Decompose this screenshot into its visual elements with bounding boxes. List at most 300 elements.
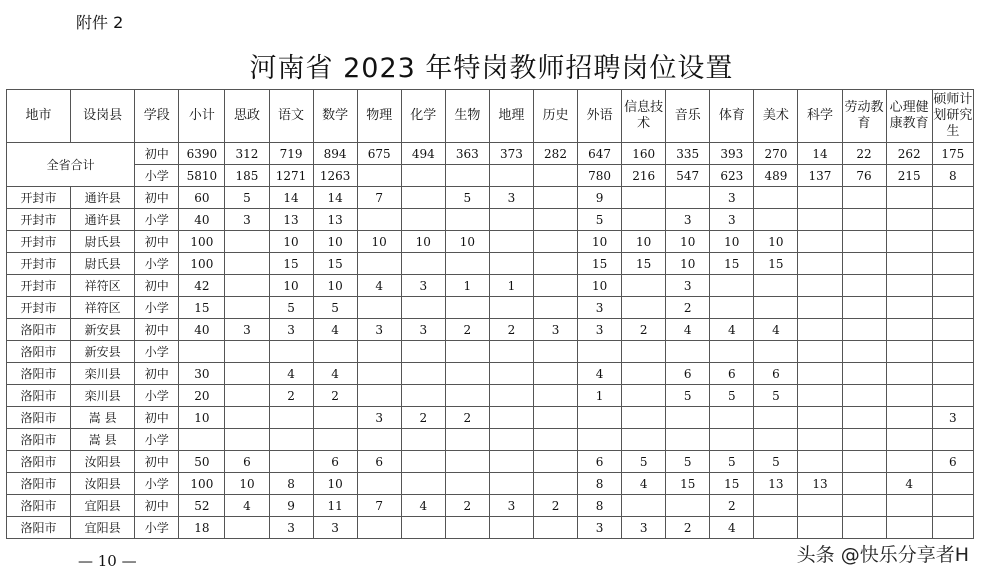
table-cell: 小学 <box>135 209 179 231</box>
table-cell: 小学 <box>135 297 179 319</box>
table-cell: 13 <box>313 209 357 231</box>
table-cell: 4 <box>225 495 269 517</box>
table-cell: 11 <box>313 495 357 517</box>
table-cell: 675 <box>357 143 401 165</box>
table-cell: 185 <box>225 165 269 187</box>
table-cell <box>445 165 489 187</box>
table-cell: 13 <box>798 473 842 495</box>
table-cell: 6 <box>754 363 798 385</box>
table-cell: 5 <box>754 385 798 407</box>
table-cell: 15 <box>710 473 754 495</box>
table-cell <box>357 429 401 451</box>
table-cell: 6 <box>666 363 710 385</box>
table-cell <box>710 275 754 297</box>
column-header: 美术 <box>754 90 798 143</box>
table-cell <box>533 187 577 209</box>
table-cell <box>932 231 973 253</box>
table-cell <box>798 297 842 319</box>
table-cell: 初中 <box>135 275 179 297</box>
table-cell <box>932 385 973 407</box>
table-cell <box>886 451 932 473</box>
table-cell <box>622 407 666 429</box>
table-cell: 13 <box>754 473 798 495</box>
column-header: 信息技术 <box>622 90 666 143</box>
table-cell <box>578 341 622 363</box>
column-header: 地市 <box>7 90 71 143</box>
table-cell: 2 <box>710 495 754 517</box>
table-cell <box>622 385 666 407</box>
table-cell: 宜阳县 <box>71 517 135 539</box>
table-cell <box>489 363 533 385</box>
table-cell: 汝阳县 <box>71 473 135 495</box>
table-cell: 开封市 <box>7 297 71 319</box>
table-cell: 894 <box>313 143 357 165</box>
table-cell: 10 <box>357 231 401 253</box>
table-cell <box>622 187 666 209</box>
table-cell <box>578 429 622 451</box>
column-header: 化学 <box>401 90 445 143</box>
table-cell <box>225 385 269 407</box>
table-cell: 270 <box>754 143 798 165</box>
table-row <box>7 275 974 297</box>
column-header: 地理 <box>489 90 533 143</box>
table-cell: 5 <box>754 451 798 473</box>
table-cell: 开封市 <box>7 187 71 209</box>
table-cell <box>489 473 533 495</box>
table-cell <box>445 297 489 319</box>
table-cell <box>622 209 666 231</box>
table-cell: 3 <box>666 209 710 231</box>
table-cell: 489 <box>754 165 798 187</box>
table-cell <box>269 451 313 473</box>
table-cell <box>932 473 973 495</box>
table-cell: 3 <box>357 319 401 341</box>
table-cell <box>357 297 401 319</box>
table-cell: 42 <box>179 275 225 297</box>
table-cell <box>445 341 489 363</box>
table-cell: 洛阳市 <box>7 473 71 495</box>
table-cell: 3 <box>932 407 973 429</box>
table-cell: 719 <box>269 143 313 165</box>
table-cell <box>798 253 842 275</box>
table-cell: 宜阳县 <box>71 495 135 517</box>
table-cell <box>798 209 842 231</box>
table-cell: 4 <box>401 495 445 517</box>
table-cell <box>533 429 577 451</box>
table-cell <box>886 253 932 275</box>
table-cell <box>445 429 489 451</box>
table-cell <box>798 275 842 297</box>
table-cell: 1 <box>578 385 622 407</box>
table-cell: 6 <box>578 451 622 473</box>
table-cell: 8 <box>578 495 622 517</box>
table-cell: 494 <box>401 143 445 165</box>
table-cell: 小学 <box>135 165 179 187</box>
table-cell: 初中 <box>135 451 179 473</box>
page-title: 河南省 2023 年特岗教师招聘岗位设置 <box>249 53 734 84</box>
table-cell: 216 <box>622 165 666 187</box>
table-cell: 100 <box>179 473 225 495</box>
table-cell <box>445 517 489 539</box>
table-cell <box>269 429 313 451</box>
table-cell <box>622 429 666 451</box>
table-cell: 汝阳县 <box>71 451 135 473</box>
table-cell <box>313 429 357 451</box>
table-cell <box>932 253 973 275</box>
table-cell: 7 <box>357 495 401 517</box>
table-cell <box>225 341 269 363</box>
table-cell: 3 <box>269 517 313 539</box>
table-cell: 3 <box>710 209 754 231</box>
table-cell <box>489 451 533 473</box>
table-cell: 8 <box>932 165 973 187</box>
table-cell: 3 <box>666 275 710 297</box>
table-cell: 5 <box>622 451 666 473</box>
table-cell <box>313 341 357 363</box>
table-cell <box>622 297 666 319</box>
table-cell: 9 <box>269 495 313 517</box>
table-cell: 175 <box>932 143 973 165</box>
table-cell: 3 <box>401 319 445 341</box>
table-cell: 4 <box>754 319 798 341</box>
table-cell: 10 <box>622 231 666 253</box>
table-cell <box>666 407 710 429</box>
table-cell: 10 <box>445 231 489 253</box>
table-cell <box>533 363 577 385</box>
table-cell: 3 <box>225 209 269 231</box>
table-cell: 10 <box>666 253 710 275</box>
table-cell: 洛阳市 <box>7 451 71 473</box>
table-cell <box>886 231 932 253</box>
column-header: 硕师计划研究生 <box>932 90 973 143</box>
table-cell: 10 <box>179 407 225 429</box>
table-cell: 3 <box>357 407 401 429</box>
table-cell <box>932 319 973 341</box>
table-cell: 160 <box>622 143 666 165</box>
table-cell: 3 <box>225 319 269 341</box>
table-cell <box>489 231 533 253</box>
table-cell: 5 <box>710 451 754 473</box>
table-cell: 363 <box>445 143 489 165</box>
table-cell <box>886 385 932 407</box>
table-cell: 623 <box>710 165 754 187</box>
table-cell: 7 <box>357 187 401 209</box>
table-cell: 3 <box>578 319 622 341</box>
table-cell <box>710 429 754 451</box>
table-cell: 10 <box>666 231 710 253</box>
table-row <box>7 187 974 209</box>
table-cell: 312 <box>225 143 269 165</box>
table-cell: 10 <box>401 231 445 253</box>
table-cell: 780 <box>578 165 622 187</box>
table-cell <box>842 385 886 407</box>
table-cell <box>842 363 886 385</box>
table-cell <box>622 275 666 297</box>
table-cell: 15 <box>313 253 357 275</box>
table-cell: 52 <box>179 495 225 517</box>
table-cell: 6 <box>357 451 401 473</box>
table-cell <box>666 429 710 451</box>
table-cell: 栾川县 <box>71 363 135 385</box>
table-cell: 5 <box>578 209 622 231</box>
column-header: 历史 <box>533 90 577 143</box>
table-cell: 6 <box>225 451 269 473</box>
table-cell <box>886 517 932 539</box>
table-cell <box>357 517 401 539</box>
table-cell <box>798 451 842 473</box>
table-cell: 2 <box>666 517 710 539</box>
table-cell: 20 <box>179 385 225 407</box>
table-cell: 6390 <box>179 143 225 165</box>
table-cell <box>754 429 798 451</box>
table-cell <box>666 495 710 517</box>
table-cell <box>842 429 886 451</box>
table-cell: 262 <box>886 143 932 165</box>
table-cell: 4 <box>886 473 932 495</box>
table-cell: 373 <box>489 143 533 165</box>
table-cell <box>489 429 533 451</box>
table-cell: 10 <box>578 275 622 297</box>
table-cell: 4 <box>357 275 401 297</box>
table-cell <box>842 473 886 495</box>
table-cell: 初中 <box>135 231 179 253</box>
table-cell: 3 <box>533 319 577 341</box>
table-cell <box>445 473 489 495</box>
table-cell: 10 <box>754 231 798 253</box>
table-cell: 3 <box>578 297 622 319</box>
table-cell: 小学 <box>135 473 179 495</box>
table-cell <box>798 341 842 363</box>
table-cell: 10 <box>710 231 754 253</box>
table-cell <box>932 187 973 209</box>
table-cell <box>225 297 269 319</box>
table-cell <box>269 341 313 363</box>
table-cell: 10 <box>225 473 269 495</box>
table-cell <box>533 275 577 297</box>
table-cell: 13 <box>269 209 313 231</box>
table-cell: 洛阳市 <box>7 341 71 363</box>
table-row <box>7 451 974 473</box>
table-cell <box>886 209 932 231</box>
table-cell: 新安县 <box>71 319 135 341</box>
table-cell: 100 <box>179 231 225 253</box>
table-cell: 8 <box>578 473 622 495</box>
table-cell: 547 <box>666 165 710 187</box>
table-row <box>7 209 974 231</box>
table-cell: 15 <box>578 253 622 275</box>
table-cell: 2 <box>269 385 313 407</box>
column-header: 思政 <box>225 90 269 143</box>
table-cell <box>932 341 973 363</box>
table-cell: 3 <box>710 187 754 209</box>
table-cell <box>798 319 842 341</box>
table-cell: 15 <box>179 297 225 319</box>
table-cell <box>225 363 269 385</box>
table-cell: 3 <box>489 187 533 209</box>
table-cell <box>401 385 445 407</box>
table-cell <box>533 517 577 539</box>
table-cell: 洛阳市 <box>7 429 71 451</box>
table-cell <box>798 407 842 429</box>
table-cell: 小学 <box>135 341 179 363</box>
table-cell <box>489 297 533 319</box>
table-cell: 1 <box>445 275 489 297</box>
table-cell <box>798 363 842 385</box>
table-cell: 22 <box>842 143 886 165</box>
table-cell: 2 <box>401 407 445 429</box>
table-cell <box>489 209 533 231</box>
table-cell <box>533 209 577 231</box>
table-cell: 2 <box>445 407 489 429</box>
table-cell: 6 <box>932 451 973 473</box>
table-cell <box>622 495 666 517</box>
table-cell <box>754 209 798 231</box>
table-cell <box>401 517 445 539</box>
table-cell <box>842 451 886 473</box>
table-cell: 647 <box>578 143 622 165</box>
table-cell <box>357 385 401 407</box>
table-cell: 通许县 <box>71 209 135 231</box>
table-cell <box>710 407 754 429</box>
table-cell: 小学 <box>135 517 179 539</box>
table-cell: 开封市 <box>7 253 71 275</box>
table-cell <box>269 407 313 429</box>
table-cell: 4 <box>269 363 313 385</box>
table-cell: 15 <box>622 253 666 275</box>
total-row <box>7 165 974 187</box>
column-header: 外语 <box>578 90 622 143</box>
table-cell <box>401 297 445 319</box>
table-cell: 5 <box>313 297 357 319</box>
table-cell <box>445 209 489 231</box>
table-cell: 2 <box>622 319 666 341</box>
table-cell <box>533 165 577 187</box>
table-cell: 1263 <box>313 165 357 187</box>
table-cell <box>225 253 269 275</box>
table-cell: 335 <box>666 143 710 165</box>
table-cell: 40 <box>179 319 225 341</box>
table-cell <box>489 407 533 429</box>
table-cell <box>842 517 886 539</box>
table-cell: 1 <box>489 275 533 297</box>
table-cell <box>489 341 533 363</box>
table-cell: 洛阳市 <box>7 319 71 341</box>
table-cell: 10 <box>269 231 313 253</box>
table-cell: 洛阳市 <box>7 517 71 539</box>
table-cell <box>798 231 842 253</box>
table-cell: 5 <box>225 187 269 209</box>
table-cell: 10 <box>269 275 313 297</box>
table-cell <box>842 231 886 253</box>
column-header: 设岗县 <box>71 90 135 143</box>
table-cell: 6 <box>313 451 357 473</box>
table-cell: 14 <box>269 187 313 209</box>
table-cell <box>666 341 710 363</box>
table-cell: 开封市 <box>7 275 71 297</box>
table-cell <box>489 165 533 187</box>
table-cell <box>798 517 842 539</box>
column-header: 体育 <box>710 90 754 143</box>
table-cell <box>533 407 577 429</box>
table-cell <box>357 165 401 187</box>
table-cell <box>842 297 886 319</box>
table-cell: 30 <box>179 363 225 385</box>
table-cell: 4 <box>710 319 754 341</box>
table-cell: 8 <box>269 473 313 495</box>
table-cell <box>401 451 445 473</box>
table-cell <box>886 187 932 209</box>
table-cell: 14 <box>313 187 357 209</box>
table-cell <box>445 253 489 275</box>
table-cell: 15 <box>269 253 313 275</box>
table-cell <box>225 275 269 297</box>
table-cell <box>357 253 401 275</box>
table-cell: 5 <box>666 451 710 473</box>
table-cell <box>932 275 973 297</box>
table-cell <box>932 429 973 451</box>
total-row <box>7 143 974 165</box>
table-cell <box>401 429 445 451</box>
table-cell: 5 <box>666 385 710 407</box>
table-cell: 100 <box>179 253 225 275</box>
table-cell <box>932 363 973 385</box>
table-cell <box>932 495 973 517</box>
table-cell: 4 <box>622 473 666 495</box>
table-cell: 祥符区 <box>71 275 135 297</box>
table-cell <box>401 363 445 385</box>
table-cell <box>754 517 798 539</box>
table-cell <box>401 341 445 363</box>
table-cell: 5810 <box>179 165 225 187</box>
table-cell: 尉氏县 <box>71 253 135 275</box>
table-cell: 小学 <box>135 385 179 407</box>
table-cell <box>666 187 710 209</box>
table-cell: 小学 <box>135 429 179 451</box>
table-cell: 初中 <box>135 319 179 341</box>
table-row <box>7 253 974 275</box>
table-cell <box>622 363 666 385</box>
table-cell: 2 <box>445 319 489 341</box>
table-row <box>7 297 974 319</box>
table-cell <box>932 297 973 319</box>
table-cell: 2 <box>666 297 710 319</box>
table-row <box>7 429 974 451</box>
table-cell: 4 <box>313 319 357 341</box>
table-cell <box>622 341 666 363</box>
column-header: 科学 <box>798 90 842 143</box>
table-cell: 6 <box>710 363 754 385</box>
table-cell <box>886 297 932 319</box>
table-cell: 栾川县 <box>71 385 135 407</box>
table-cell <box>754 297 798 319</box>
table-cell <box>401 253 445 275</box>
table-cell: 10 <box>578 231 622 253</box>
table-cell <box>754 407 798 429</box>
table-cell: 3 <box>489 495 533 517</box>
table-cell: 5 <box>269 297 313 319</box>
table-row <box>7 385 974 407</box>
attachment-label: 附件 2 <box>76 13 124 32</box>
table-cell <box>932 517 973 539</box>
table-cell: 4 <box>710 517 754 539</box>
table-cell <box>533 473 577 495</box>
table-cell: 393 <box>710 143 754 165</box>
table-cell <box>179 341 225 363</box>
table-cell <box>357 209 401 231</box>
table-cell: 2 <box>533 495 577 517</box>
table-cell <box>710 341 754 363</box>
table-cell <box>842 341 886 363</box>
